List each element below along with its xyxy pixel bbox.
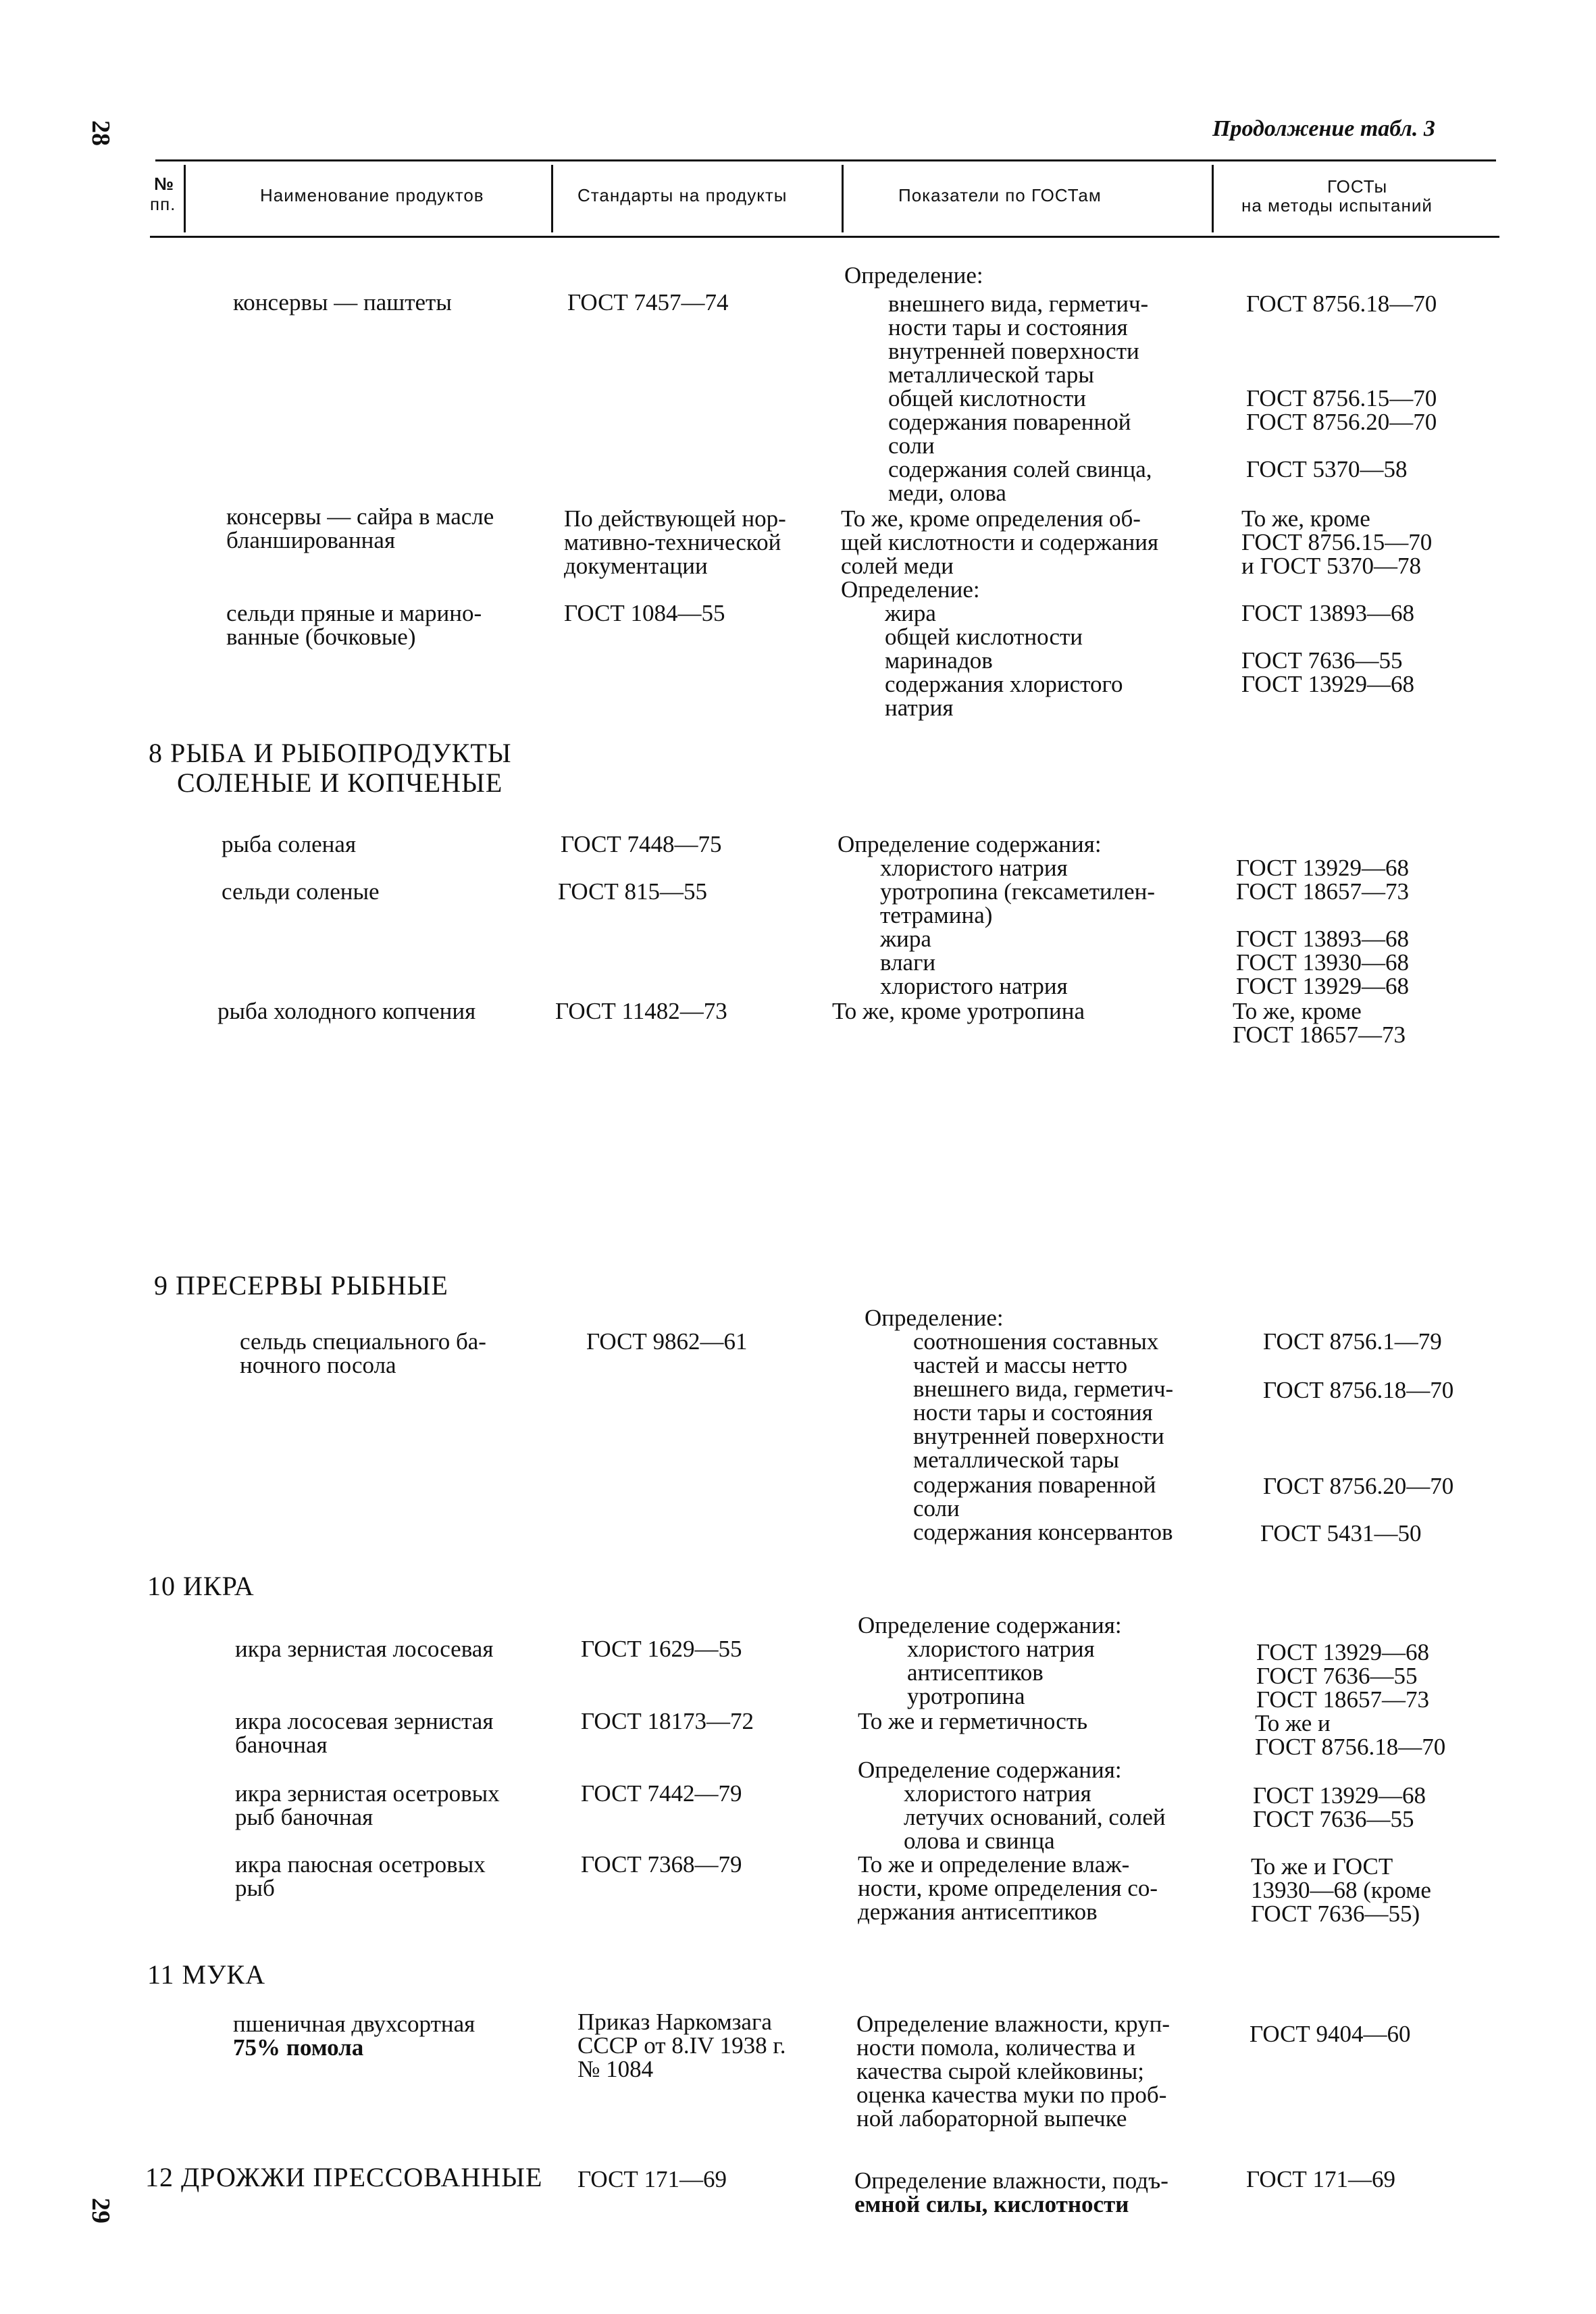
indicator-line: соли	[913, 1495, 960, 1521]
product-name: рыба холодного копчения	[217, 998, 476, 1024]
product-name: ванные (бочковые)	[226, 624, 416, 650]
header-num-abbr: пп.	[150, 194, 176, 214]
product-standard: ГОСТ 11482—73	[555, 998, 727, 1024]
indicator-line: частей и массы нетто	[913, 1352, 1128, 1378]
section-title: 11 МУКА	[147, 1959, 265, 1990]
indicator-line: натрия	[885, 695, 954, 721]
section-title: 8 РЫБА И РЫБОПРОДУКТЫ	[149, 738, 512, 768]
top-page-number: 28	[86, 120, 115, 146]
test-gost: ГОСТ 13929—68	[1253, 1782, 1426, 1809]
indicator-line: ности тары и состояния	[913, 1399, 1153, 1426]
test-gost: ГОСТ 9404—60	[1250, 2021, 1411, 2047]
indicator-line: хлористого натрия	[904, 1780, 1091, 1807]
test-gost: ГОСТ 5431—50	[1260, 1520, 1422, 1546]
ind-definition-label: Определение содержания:	[858, 1757, 1122, 1783]
indicator-line: То же и определение влаж-	[858, 1851, 1130, 1878]
indicator-line: внутренней поверхности	[888, 338, 1139, 364]
test-gost: ГОСТ 13929—68	[1256, 1639, 1430, 1665]
test-gost: 13930—68 (кроме	[1251, 1877, 1431, 1903]
test-gost: ГОСТ 18657—73	[1236, 878, 1410, 905]
indicator-line: содержания консервантов	[913, 1519, 1173, 1545]
indicator-line: жира	[885, 600, 936, 626]
header-test-methods: на методы испытаний	[1241, 195, 1433, 216]
test-gost: ГОСТ 171—69	[1246, 2166, 1396, 2192]
product-standard: Приказ Наркомзага	[577, 2009, 772, 2035]
test-gost: ГОСТ 18657—73	[1256, 1686, 1430, 1713]
indicator-line: содержания поваренной	[913, 1472, 1156, 1498]
indicator-line: соли	[888, 432, 935, 459]
indicator-line: емной силы, кислотности	[854, 2191, 1129, 2217]
product-standard: ГОСТ 1084—55	[564, 600, 725, 626]
indicator-line: общей кислотности	[885, 624, 1083, 650]
indicator-line: внешнего вида, герметич-	[888, 291, 1149, 317]
product-name: рыба соленая	[222, 831, 357, 857]
header-divider-2	[551, 165, 553, 232]
indicator-line: содержания хлористого	[885, 671, 1123, 697]
indicator-line: Определение влажности, подъ-	[854, 2167, 1168, 2194]
product-standard: ГОСТ 171—69	[577, 2166, 727, 2192]
test-gost: ГОСТ 13893—68	[1241, 600, 1415, 626]
product-name: пшеничная двухсортная	[233, 2011, 475, 2037]
product-standard: ГОСТ 7457—74	[567, 289, 729, 316]
indicator-line: хлористого натрия	[880, 973, 1068, 999]
indicator-line: меди, олова	[888, 480, 1006, 506]
indicator-line: То же, кроме определения об-	[841, 505, 1141, 532]
indicator-line: уротропина	[907, 1683, 1025, 1709]
product-name: консервы — сайра в масле	[226, 503, 494, 530]
product-standard: мативно-технической	[564, 529, 781, 555]
product-standard: ГОСТ 1629—55	[581, 1636, 742, 1662]
indicator-line: ной лабораторной выпечке	[856, 2105, 1127, 2132]
test-gost: ГОСТ 7636—55	[1256, 1663, 1418, 1689]
product-name: рыб	[235, 1875, 275, 1901]
indicator-line: внутренней поверхности	[913, 1423, 1164, 1449]
test-gost: То же, кроме	[1233, 998, 1362, 1024]
product-standard: № 1084	[577, 2056, 654, 2082]
product-name: сельдь специального ба-	[240, 1328, 486, 1355]
product-name: консервы — паштеты	[233, 289, 452, 316]
indicator-line: общей кислотности	[888, 385, 1087, 411]
test-gost: ГОСТ 8756.18—70	[1263, 1377, 1454, 1403]
test-gost: ГОСТ 8756.1—79	[1263, 1328, 1442, 1355]
indicator-line: уротропина (гексаметилен-	[880, 878, 1156, 905]
test-gost: ГОСТ 13929—68	[1236, 973, 1410, 999]
header-divider-4	[1212, 165, 1214, 232]
product-standard: ГОСТ 7368—79	[581, 1851, 742, 1878]
test-gost: ГОСТ 7636—55	[1241, 647, 1403, 674]
indicator-line: летучих оснований, солей	[904, 1804, 1166, 1830]
indicator-line: влаги	[880, 949, 936, 976]
ind-definition-label: Определение:	[844, 262, 983, 288]
header-divider-1	[184, 165, 186, 232]
indicator-line: внешнего вида, герметич-	[913, 1376, 1174, 1402]
test-gost: То же и	[1255, 1710, 1331, 1736]
product-standard: По действующей нор-	[564, 505, 786, 532]
test-gost: ГОСТ 8756.15—70	[1246, 385, 1437, 411]
header-divider-3	[842, 165, 844, 232]
header-top-rule	[155, 159, 1496, 161]
product-name: рыб баночная	[235, 1804, 374, 1830]
indicator-line: щей кислотности и содержания	[841, 529, 1159, 555]
test-gost: ГОСТ 8756.20—70	[1246, 409, 1437, 435]
product-standard: ГОСТ 815—55	[558, 878, 708, 905]
test-gost: То же и ГОСТ	[1251, 1853, 1393, 1880]
test-gost: и ГОСТ 5370—78	[1241, 553, 1422, 579]
indicator-line: ности тары и состояния	[888, 314, 1128, 341]
product-standard: ГОСТ 7442—79	[581, 1780, 742, 1807]
header-product-name: Наименование продуктов	[260, 185, 484, 205]
test-gost: ГОСТ 13929—68	[1236, 855, 1410, 881]
product-standard: ГОСТ 7448—75	[561, 831, 722, 857]
test-gost: ГОСТ 8756.18—70	[1255, 1734, 1446, 1760]
product-name: икра зернистая осетровых	[235, 1780, 500, 1807]
indicator-line: держания антисептиков	[858, 1898, 1098, 1925]
indicator-line: содержания поваренной	[888, 409, 1131, 435]
indicator-line: Определение влажности, круп-	[856, 2011, 1170, 2037]
test-gost: ГОСТ 7636—55	[1253, 1806, 1414, 1832]
section-title: СОЛЕНЫЕ И КОПЧЕНЫЕ	[177, 768, 503, 798]
product-name: икра зернистая лососевая	[235, 1636, 494, 1662]
indicator-line: соотношения составных	[913, 1328, 1159, 1355]
test-gost: ГОСТ 8756.20—70	[1263, 1473, 1454, 1499]
product-name: сельди пряные и марино-	[226, 600, 482, 626]
indicator-line: металлической тары	[888, 361, 1094, 388]
bottom-page-number: 29	[86, 2198, 115, 2223]
section-title: 10 ИКРА	[147, 1571, 255, 1601]
indicator-line: солей меди	[841, 553, 954, 579]
product-standard: ГОСТ 18173—72	[581, 1708, 754, 1734]
indicator-line: маринадов	[885, 647, 993, 674]
test-gost: ГОСТ 8756.18—70	[1246, 291, 1437, 317]
test-gost: То же, кроме	[1241, 505, 1370, 532]
product-name: икра паюсная осетровых	[235, 1851, 486, 1878]
indicator-line: содержания солей свинца,	[888, 456, 1152, 482]
indicator-line: ности, кроме определения со-	[858, 1875, 1158, 1901]
product-name: баночная	[235, 1732, 328, 1758]
indicator-line: олова и свинца	[904, 1828, 1055, 1854]
ind-definition-label: Определение содержания:	[838, 831, 1102, 857]
test-gost: ГОСТ 5370—58	[1246, 456, 1408, 482]
indicator-line: То же, кроме уротропина	[832, 998, 1085, 1024]
indicator-line: жира	[880, 926, 931, 952]
test-gost: ГОСТ 7636—55)	[1251, 1901, 1420, 1927]
header-num-symbol: №	[154, 174, 174, 194]
section-title: 12 ДРОЖЖИ ПРЕССОВАННЫЕ	[145, 2162, 543, 2192]
product-name: сельди соленые	[222, 878, 380, 905]
header-test-gosts: ГОСТы	[1327, 176, 1388, 197]
test-gost: ГОСТ 13930—68	[1236, 949, 1410, 976]
indicator-line: хлористого натрия	[907, 1636, 1095, 1662]
product-name: бланшированная	[226, 527, 396, 553]
ind-definition-label: Определение:	[841, 576, 980, 603]
indicator-line: То же и герметичность	[858, 1708, 1088, 1734]
ind-definition-label: Определение содержания:	[858, 1612, 1122, 1638]
product-name: икра лососевая зернистая	[235, 1708, 494, 1734]
product-standard: ГОСТ 9862—61	[586, 1328, 748, 1355]
product-name: ночного посола	[240, 1352, 396, 1378]
product-standard: СССР от 8.IV 1938 г.	[577, 2032, 786, 2059]
test-gost: ГОСТ 13893—68	[1236, 926, 1410, 952]
indicator-line: хлористого натрия	[880, 855, 1068, 881]
header-indicators: Показатели по ГОСТам	[898, 185, 1102, 205]
test-gost: ГОСТ 13929—68	[1241, 671, 1415, 697]
product-name: 75% помола	[233, 2034, 364, 2061]
ind-definition-label: Определение:	[865, 1305, 1004, 1331]
indicator-line: металлической тары	[913, 1447, 1119, 1473]
test-gost: ГОСТ 8756.15—70	[1241, 529, 1433, 555]
header-product-standards: Стандарты на продукты	[577, 185, 788, 205]
indicator-line: ности помола, количества и	[856, 2034, 1136, 2061]
product-standard: документации	[564, 553, 708, 579]
indicator-line: тетрамина)	[880, 902, 993, 928]
indicator-line: качества сырой клейковины;	[856, 2058, 1145, 2084]
table-continuation-label: Продолжение табл. 3	[1212, 116, 1435, 141]
indicator-line: антисептиков	[907, 1659, 1044, 1686]
header-bottom-rule	[150, 236, 1499, 238]
section-title: 9 ПРЕСЕРВЫ РЫБНЫЕ	[154, 1270, 448, 1301]
indicator-line: оценка качества муки по проб-	[856, 2082, 1167, 2108]
test-gost: ГОСТ 18657—73	[1233, 1022, 1406, 1048]
